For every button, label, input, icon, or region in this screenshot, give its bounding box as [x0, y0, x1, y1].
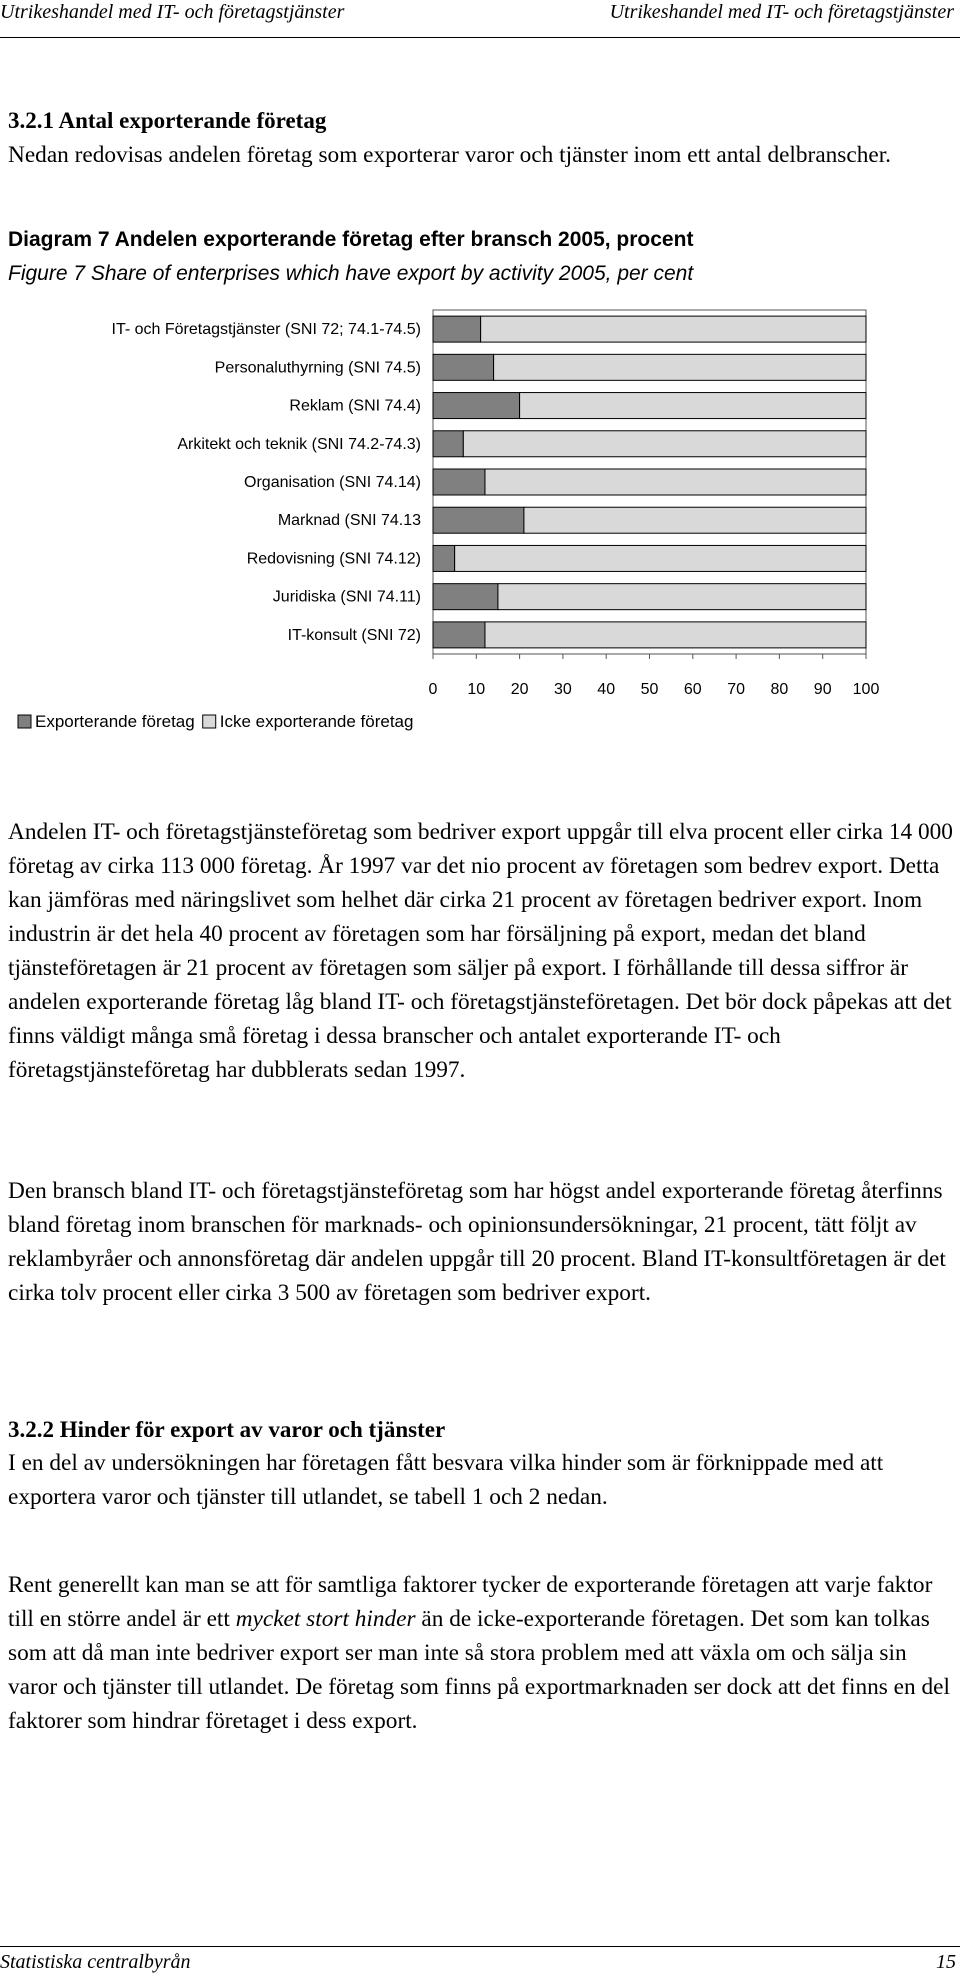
category-label-1: Personaluthyrning (SNI 74.5) — [214, 359, 421, 377]
footer-publisher: Statistiska centralbyrån — [0, 1951, 191, 1973]
footer-rule — [0, 1946, 960, 1947]
bar-non-exporting-7 — [498, 584, 866, 610]
body-paragraph-1: Andelen IT- och företagstjänsteföretag som bedriver export uppgår till elva procent eller cirka 14 000 företag av cirka 113 000 företag. År 1997 var det nio procent av företagen som bedrev export. Detta kan jämföras med näringslivet som helhet där cirka 21 procent av företagen bedriver export. Inom industrin är det hela 40 procent av företagen som har försäljning på export, medan det bland tjänsteföretagen är 21 procent av företagen som säljer på export. I förhållande till dessa siffror är andelen exporterande företag låg bland IT- och företagstjänsteföretagen. Det bör dock påpekas att det finns väldigt många små företag i dessa branscher och antalet exporterande IT- och företagstjänsteföretag har dubblerats sedan 1997. — [8, 819, 953, 1083]
bar-non-exporting-1 — [494, 354, 866, 380]
section-2-paragraph-2 — [8, 1568, 956, 1738]
category-label-7: Juridiska (SNI 74.11) — [272, 588, 421, 606]
section-heading-3-2-2: 3.2.2 Hinder för export av varor och tjänster — [8, 1417, 446, 1442]
bar-non-exporting-8 — [485, 622, 866, 648]
category-label-5: Marknad (SNI 74.13 — [277, 512, 421, 530]
emphasized-phrase: mycket stort hinder — [235, 1606, 416, 1632]
bar-exporting-2 — [433, 393, 520, 419]
bar-non-exporting-0 — [481, 316, 866, 342]
bar-exporting-1 — [433, 354, 494, 380]
paragraph-2-text-start: Rent generellt kan man se att för samtliga faktorer tycker de exporterande företagen att varje faktor till en större andel är ett — [8, 1572, 933, 1632]
x-tick-label-5: 50 — [640, 681, 659, 698]
section-2-paragraph-1: I en del av undersökningen har företagen fått besvara vilka hinder som är förknippade med att exportera varor och tjänster till utlandet, se tabell 1 och 2 nedan. — [8, 1450, 884, 1510]
section-intro-paragraph: Nedan redovisas andelen företag som exporterar varor och tjänster inom ett antal delbranscher. — [8, 142, 891, 168]
x-tick-label-7: 70 — [727, 681, 745, 698]
x-tick-label-9: 90 — [813, 681, 832, 698]
x-tick-label-8: 80 — [770, 681, 789, 698]
bar-non-exporting-5 — [524, 507, 866, 533]
export-share-bar-chart — [0, 300, 960, 760]
header-rule — [0, 37, 960, 38]
x-tick-label-2: 20 — [510, 681, 529, 698]
x-tick-label-6: 60 — [683, 681, 702, 698]
section-heading-3-2-1: 3.2.1 Antal exporterande företag — [8, 108, 327, 133]
x-tick-label-4: 40 — [597, 681, 616, 698]
x-tick-label-1: 10 — [467, 681, 486, 698]
x-tick-label-10: 100 — [852, 681, 880, 698]
page-number: 15 — [936, 1951, 956, 1973]
paragraph-2-text-end: än de icke-exporterande företagen. Det som kan tolkas som att då man inte bedriver export ser man inte så stora problem med att växla om och sälja sin varor och tjänster till utlandet. De företag som finns på exportmarknaden ser dock att det finns en del faktorer som hindrar företaget i dess export. — [8, 1606, 950, 1734]
bar-non-exporting-3 — [463, 431, 866, 457]
bar-non-exporting-6 — [455, 545, 866, 571]
category-label-2: Reklam (SNI 74.4) — [289, 397, 421, 415]
legend-label-1: Icke exporterande företag — [219, 712, 414, 731]
x-tick-label-0: 0 — [428, 681, 438, 698]
category-label-8: IT-konsult (SNI 72) — [287, 626, 421, 644]
bar-non-exporting-4 — [485, 469, 866, 495]
bar-non-exporting-2 — [520, 393, 866, 419]
running-head-right: Utrikeshandel med IT- och företagstjänster — [609, 1, 954, 23]
bar-exporting-7 — [433, 584, 498, 610]
figure-title-english: Figure 7 Share of enterprises which have export by activity 2005, per cent — [8, 262, 694, 285]
running-head-left: Utrikeshandel med IT- och företagstjänster — [0, 1, 345, 23]
bar-exporting-3 — [433, 431, 463, 457]
bar-exporting-0 — [433, 316, 481, 342]
category-label-0: IT- och Företagstjänster (SNI 72; 74.1-74.5) — [111, 321, 421, 339]
bar-exporting-8 — [433, 622, 485, 648]
category-label-4: Organisation (SNI 74.14) — [244, 474, 421, 491]
category-label-6: Redovisning (SNI 74.12) — [246, 550, 421, 568]
x-tick-label-3: 30 — [554, 681, 572, 698]
body-paragraph-2: Den bransch bland IT- och företagstjänsteföretag som har högst andel exporterande företag återfinns bland företag inom branschen för marknads- och opinionsundersökningar, 21 procent, tätt följt av reklambyråer och annonsföretag där andelen uppgår till 20 procent. Bland IT-konsultföretagen är det cirka tolv procent eller cirka 3 500 av företagen som bedriver export. — [8, 1178, 946, 1306]
legend-swatch-1 — [203, 715, 216, 728]
category-label-3: Arkitekt och teknik (SNI 74.2-74.3) — [177, 435, 421, 453]
legend-label-0: Exporterande företag — [35, 712, 195, 731]
bar-exporting-5 — [433, 507, 524, 533]
bar-exporting-6 — [433, 545, 455, 571]
bar-exporting-4 — [433, 469, 485, 495]
legend-swatch-0 — [18, 715, 31, 728]
figure-title-swedish: Diagram 7 Andelen exporterande företag efter bransch 2005, procent — [8, 228, 694, 251]
